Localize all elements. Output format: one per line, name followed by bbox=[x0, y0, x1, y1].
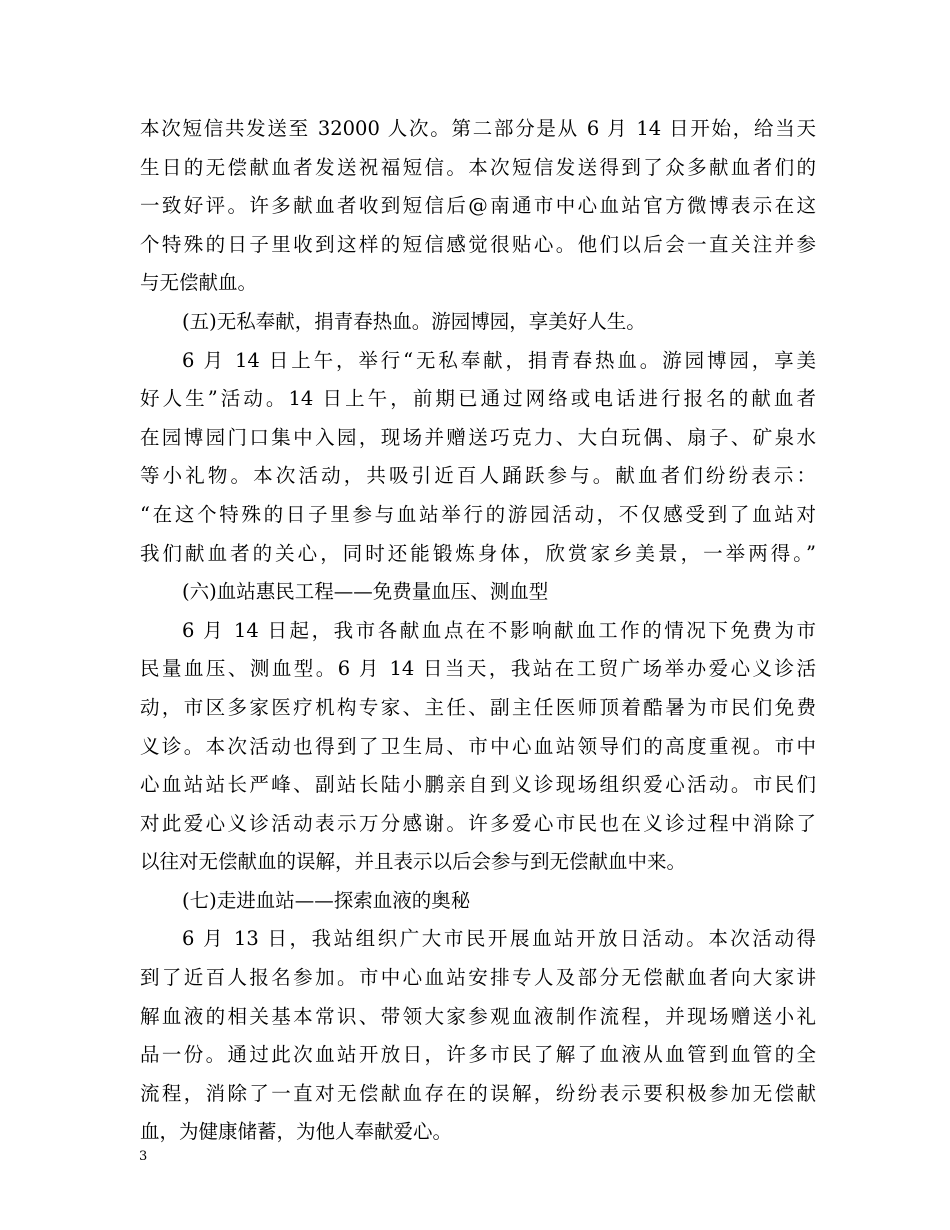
text-line: (七)走进血站——探索血液的奥秘 bbox=[182, 888, 471, 912]
text-line: 动，市区多家医疗机构专家、主任、副主任医师顶着酷暑为市民们免费 bbox=[140, 695, 816, 719]
text-line: 以往对无偿献血的误解，并且表示以后会参与到无偿献血中来。 bbox=[140, 850, 687, 874]
text-line: 解血液的相关基本常识、带领大家参观血液制作流程，并现场赠送小礼 bbox=[140, 1004, 816, 1028]
text-line: 本次短信共发送至 32000 人次。第二部分是从 6 月 14 日开始，给当天 bbox=[140, 117, 816, 140]
text-line: 在园博园门口集中入园，现场并赠送巧克力、大白玩偶、扇子、矿泉水 bbox=[140, 425, 816, 449]
text-line: 生日的无偿献血者发送祝福短信。本次短信发送得到了众多献血者们的 bbox=[140, 155, 816, 179]
text-line: 品一份。通过此次血站开放日，许多市民了解了血液从血管到血管的全 bbox=[140, 1043, 816, 1067]
text-line: 到了近百人报名参加。市中心血站安排专人及部分无偿献血者向大家讲 bbox=[140, 966, 816, 990]
text-line: 个特殊的日子里收到这样的短信感觉很贴心。他们以后会一直关注并参 bbox=[140, 232, 816, 256]
text-line: 义诊。本次活动也得到了卫生局、市中心血站领导们的高度重视。市中 bbox=[140, 734, 816, 758]
text-line: “在这个特殊的日子里参与血站举行的游园活动，不仅感受到了血站对 bbox=[140, 502, 816, 526]
text-line: 对此爱心义诊活动表示万分感谢。许多爱心市民也在义诊过程中消除了 bbox=[140, 811, 816, 835]
text-line: 6 月 14 日上午，举行“无私奉献，捐青春热血。游园博园，享美 bbox=[182, 348, 816, 372]
text-line: 心血站站长严峰、副站长陆小鹏亲自到义诊现场组织爱心活动。市民们 bbox=[140, 773, 816, 797]
text-line: 好人生”活动。14 日上午，前期已通过网络或电话进行报名的献血者 bbox=[140, 387, 816, 411]
body-text bbox=[140, 110, 816, 1152]
text-line: 民量血压、测血型。6 月 14 日当天，我站在工贸广场举办爱心义诊活 bbox=[140, 657, 816, 681]
text-line: (五)无私奉献，捐青春热血。游园博园，享美好人生。 bbox=[182, 309, 646, 333]
text-line: 血，为健康储蓄，为他人奉献爱心。 bbox=[140, 1120, 453, 1144]
text-line: (六)血站惠民工程——免费量血压、测血型 bbox=[182, 580, 549, 604]
text-line: 6 月 13 日，我站组织广大市民开展血站开放日活动。本次活动得 bbox=[182, 927, 816, 951]
text-line: 等小礼物。本次活动，共吸引近百人踊跃参与。献血者们纷纷表示： bbox=[140, 464, 816, 488]
text-line: 6 月 14 日起，我市各献血点在不影响献血工作的情况下免费为市 bbox=[182, 618, 816, 642]
text-line: 我们献血者的关心，同时还能锻炼身体，欣赏家乡美景，一举两得。” bbox=[140, 541, 816, 565]
text-line: 流程，消除了一直对无偿献血存在的误解，纷纷表示要积极参加无偿献 bbox=[140, 1081, 816, 1105]
text-line: 与无偿献血。 bbox=[140, 271, 258, 295]
page-number: 3 bbox=[139, 1149, 148, 1164]
text-line: 一致好评。许多献血者收到短信后@南通市中心血站官方微博表示在这 bbox=[140, 194, 816, 218]
